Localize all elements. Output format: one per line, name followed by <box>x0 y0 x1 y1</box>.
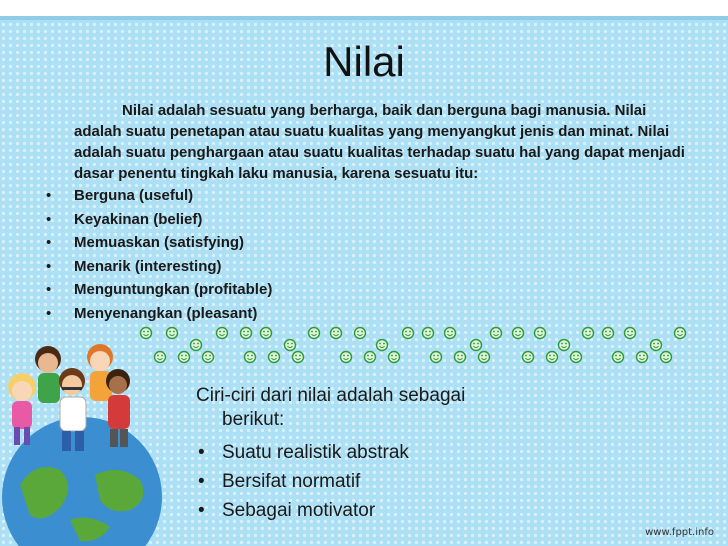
smiley-face-icon <box>583 328 594 339</box>
bullet-icon: • <box>198 471 205 492</box>
list-item <box>46 231 272 255</box>
smiley-face-icon <box>261 328 272 339</box>
smiley-face-icon <box>491 328 502 339</box>
smiley-face-icon <box>513 328 524 339</box>
smiley-face-icon <box>651 340 662 351</box>
smiley-face-icon <box>559 340 570 351</box>
smiley-face-icon <box>403 328 414 339</box>
smiley-face-icon <box>377 340 388 351</box>
smiley-face-icon <box>603 328 614 339</box>
smiley-face-icon <box>637 352 648 363</box>
bullet-icon: • <box>198 500 205 521</box>
smiley-face-icon <box>625 328 636 339</box>
smiley-face-icon <box>217 328 228 339</box>
list-item-text: Suatu realistik abstrak <box>222 442 409 463</box>
characteristics-list <box>196 438 465 525</box>
list-item <box>46 255 272 279</box>
characteristics-heading-line1: Ciri-ciri dari nilai adalah sebagai <box>196 385 466 406</box>
list-item-text: Berguna (useful) <box>74 187 194 204</box>
smiley-face-icon <box>203 352 214 363</box>
smiley-face-icon <box>471 340 482 351</box>
smiley-face-icon <box>191 340 202 351</box>
characteristics-heading-line2: berikut: <box>222 409 285 430</box>
smiley-face-icon <box>547 352 558 363</box>
smiley-face-icon <box>535 328 546 339</box>
smiley-face-icon <box>331 328 342 339</box>
list-item-text: Memuaskan (satisfying) <box>74 234 245 251</box>
smiley-face-icon <box>445 328 456 339</box>
list-item-text: Bersifat normatif <box>222 471 361 492</box>
footer-watermark: www.fppt.info <box>645 527 714 538</box>
smiley-face-icon <box>245 352 256 363</box>
smiley-face-icon <box>365 352 376 363</box>
list-item <box>196 496 465 525</box>
smiley-face-icon <box>355 328 366 339</box>
bullet-icon: • <box>198 442 205 463</box>
slide-title: Nilai <box>323 38 405 85</box>
bullet-icon: • <box>46 210 52 228</box>
smiley-face-icon <box>455 352 466 363</box>
smiley-border-decoration <box>130 325 700 367</box>
bullet-icon: • <box>46 187 52 204</box>
smiley-face-icon <box>389 352 400 363</box>
list-item <box>46 302 272 326</box>
smiley-face-icon <box>661 352 672 363</box>
smiley-face-icon <box>613 352 624 363</box>
slide-top-border <box>0 0 728 16</box>
bullet-icon: • <box>46 257 52 275</box>
list-item-text: Menguntungkan (profitable) <box>74 281 273 298</box>
bullet-icon: • <box>46 234 52 251</box>
intro-paragraph: Nilai adalah sesuatu yang berharga, baik dan berguna bagi manusia. Nilai adalah suatu penetapan atau suatu kualitas yang menyangkut jenis dan minat. Nilai adalah suatu penghargaan atau suatu kualitas terhadap suatu hal yang dapat menjadi dasar penentu tingkah laku manusia, karena sesuatu itu: <box>74 102 685 182</box>
smiley-face-icon <box>431 352 442 363</box>
list-item-text: Sebagai motivator <box>222 500 376 521</box>
smiley-face-icon <box>269 352 280 363</box>
list-item <box>46 208 272 232</box>
list-item-text: Menyenangkan (pleasant) <box>74 304 258 322</box>
characteristics-heading <box>196 384 465 432</box>
smiley-face-icon <box>423 328 434 339</box>
smiley-face-icon <box>179 352 190 363</box>
smiley-face-icon <box>675 328 686 339</box>
list-item <box>196 438 465 467</box>
list-item-text: Menarik (interesting) <box>74 257 222 275</box>
children-globe-illustration <box>0 335 170 546</box>
list-item-text: Keyakinan (belief) <box>74 210 203 228</box>
list-item <box>196 467 465 496</box>
smiley-face-icon <box>285 340 296 351</box>
bullet-icon: • <box>46 304 52 322</box>
smiley-face-icon <box>571 352 582 363</box>
smiley-face-icon <box>341 352 352 363</box>
characteristics-block <box>196 384 465 525</box>
smiley-face-icon <box>241 328 252 339</box>
smiley-face-icon <box>479 352 490 363</box>
smiley-face-icon <box>293 352 304 363</box>
list-item <box>46 184 272 208</box>
slide-top-border-line <box>0 16 728 20</box>
bullet-icon: • <box>46 281 52 298</box>
smiley-face-icon <box>523 352 534 363</box>
value-list <box>46 184 272 325</box>
smiley-face-icon <box>309 328 320 339</box>
list-item <box>46 278 272 302</box>
